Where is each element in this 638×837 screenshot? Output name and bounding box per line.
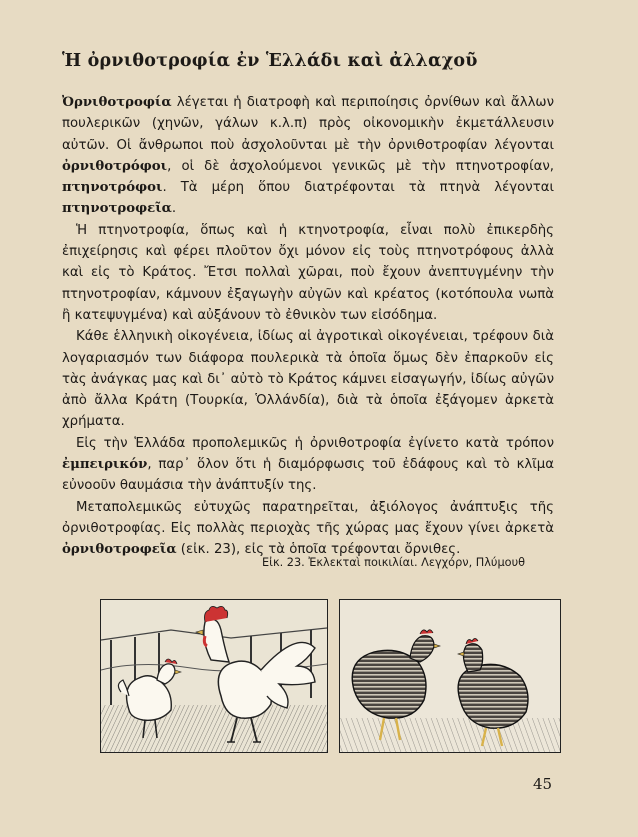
- leghorn-illustration: [100, 599, 328, 753]
- term-ornithotrofeia: ὀρνιθοτροφεῖα: [62, 542, 177, 558]
- section-title: Ἡ ὀρνιθοτροφία ἐν Ἑλλάδι καὶ ἀλλαχοῦ: [62, 51, 478, 71]
- term-ptinotrofeia: πτηνοτροφεῖα: [62, 201, 172, 217]
- term-ornithotrofoi: ὀρνιθοτρόφοι: [62, 158, 168, 174]
- figure-caption: Εἰκ. 23. Ἐκλεκταὶ ποικιλίαι. Λεγχόρν, Πλύμουθ: [262, 556, 526, 569]
- paragraph-3: Κάθε ἑλληνικὴ οἰκογένεια, ἰδίως αἱ ἀγροτικαὶ οἰκογένειαι, τρέφουν διὰ λογαριασμόν των διάφορα πουλερικὰ τὰ ὁποῖα ὅμως δὲν ἐπαρκοῦν εἰς τὰς ἀνάγκας μας καὶ δι᾽ αὐτὸ τὸ Κράτος κάμνει εἰσαγωγήν, ἰδίως αὐγῶν ἀπὸ ἄλλα Κράτη (Τουρκία, Ὁλλάνδία), διὰ τὰ ὁποῖα ἐξάγομεν ἀρκετὰ χρήματα.: [62, 329, 554, 430]
- paragraph-5: Μεταπολεμικῶς εὐτυχῶς παρατηρεῖται, ἀξιόλογος ἀνάπτυξις τῆς ὀρνιθοτροφίας. Εἰς πολλὰς περιοχὰς τῆς χώρας μας ἔχουν γίνει ἀρκετὰ ὀρνιθοτροφεῖα (εἰκ. 23), εἰς τὰ ὁποῖα τρέφονται ὄρνιθες.: [62, 499, 554, 558]
- term-empeirikon: ἐμπειρικόν: [62, 457, 148, 473]
- plymouth-illustration: [339, 599, 561, 753]
- paragraph-2: Ἡ πτηνοτροφία, ὅπως καὶ ἡ κτηνοτροφία, εἶναι πολὺ ἐπικερδὴς ἐπιχείρησις καὶ φέρει πλοῦτον ὄχι μόνον εἰς τοὺς πτηνοτρόφους ἀλλὰ καὶ εἰς τὸ Κράτος. Ἔτσι πολλαὶ χῶραι, ποὺ ἔχουν ἀνεπτυγμένην τὴν πτηνοτροφίαν, κάμνουν ἐξαγωγὴν αὐγῶν καὶ κρέατος (κοτόπουλα νωπὰ ἢ κατεψυγμένα) καὶ αὐξάνουν τὸ ἐθνικὸν των εἰσόδημα.: [62, 222, 554, 323]
- paragraph-4: Εἰς τὴν Ἑλλάδα προπολεμικῶς ἡ ὀρνιθοτροφία ἐγίνετο κατὰ τρόπον ἐμπειρικόν, παρ᾽ ὅλον ὅτι ἡ διαμόρφωσις τοῦ ἐδάφους καὶ τὸ κλῖμα εὐνοοῦν θαυμάσια τὴν ἀνάπτυξίν της.: [62, 435, 554, 494]
- page-number: 45: [533, 775, 553, 793]
- term-ptinotrofoi: πτηνοτρόφοι: [62, 180, 163, 196]
- term-ornithotrofia: Ὀρνιθοτροφία: [62, 95, 172, 110]
- paragraph-1: Ὀρνιθοτροφία λέγεται ἡ διατροφὴ καὶ περιποίησις ὀρνίθων καὶ ἄλλων πουλερικῶν (χηνῶν, γάλων κ.λ.π) πρὸς οἰκονομικὴν ἐκμετάλλευσιν αὐτῶν. Οἱ ἄνθρωποι ποὺ ἀσχολοῦνται μὲ τὴν ὀρνιθοτροφίαν λέγονται ὀρνιθοτρόφοι, οἱ δὲ ἀσχολούμενοι γενικῶς μὲ τὴν πτηνοτροφίαν, πτηνοτρόφοι. Τὰ μέρη ὅπου διατρέφονται τὰ πτηνὰ λέγονται πτηνοτροφεῖα.: [62, 95, 554, 217]
- body-text: [62, 92, 554, 561]
